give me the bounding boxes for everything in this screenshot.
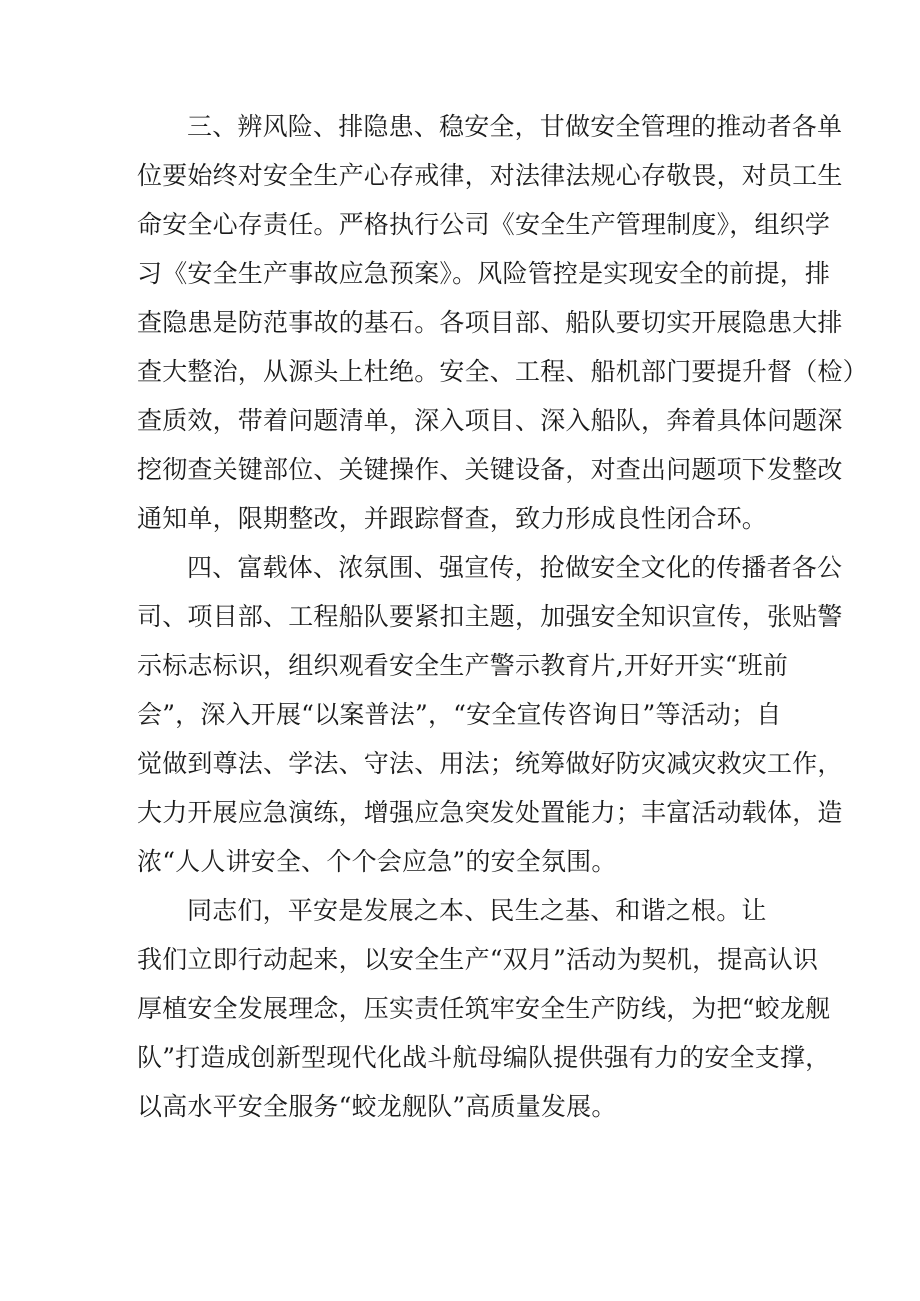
paragraph-line: 通知单，限期整改，并跟踪督查，致力形成良性闭合环。 <box>137 504 768 533</box>
paragraph-line: 挖彻查关键部位、关键操作、关键设备，对查出问题项下发整改 <box>137 455 843 484</box>
paragraph-line: 以高水平安全服务“蛟龙舰队”高质量发展。 <box>137 1092 617 1121</box>
paragraph-line: 我们立即行动起来，以安全生产“双月”活动为契机，提高认识 <box>137 945 819 974</box>
paragraph-line: 司、项目部、工程船队要紧扣主题，加强安全知识宣传，张贴警 <box>137 602 843 631</box>
paragraph-line: 会”，深入开展“以案普法”，“安全宣传咨询日”等活动；自 <box>137 700 782 729</box>
paragraph-line: 位要始终对安全生产心存戒律，对法律法规心存敬畏，对员工生 <box>137 161 843 190</box>
paragraph-line: 大力开展应急演练，增强应急突发处置能力；丰富活动载体，造 <box>137 798 843 827</box>
paragraph-line: 队”打造成创新型现代化战斗航母编队提供强有力的安全支撑， <box>137 1043 831 1072</box>
paragraph-line: 查大整治，从源头上杜绝。安全、工程、船机部门要提升督（检） <box>137 357 868 386</box>
paragraph-line: 觉做到尊法、学法、守法、用法；统筹做好防灾减灾救灾工作， <box>137 749 843 778</box>
paragraph-line: 浓“人人讲安全、个个会应急”的安全氛围。 <box>137 847 617 876</box>
paragraph-line: 同志们，平安是发展之本、民生之基、和谐之根。让 <box>187 896 767 925</box>
paragraph-line: 厚植安全发展理念，压实责任筑牢安全生产防线，为把“蛟龙舰 <box>137 994 831 1023</box>
paragraph-line: 查隐患是防范事故的基石。各项目部、船队要切实开展隐患大排 <box>137 308 843 337</box>
paragraph-line: 命安全心存责任。严格执行公司《安全生产管理制度》，组织学 <box>137 210 831 239</box>
paragraph-line: 查质效，带着问题清单，深入项目、深入船队，奔着具体问题深 <box>137 406 843 435</box>
paragraph-line: 习《安全生产事故应急预案》。风险管控是实现安全的前提，排 <box>137 259 831 288</box>
paragraph-line: 示标志标识，组织观看安全生产警示教育片,开好开实“班前 <box>137 651 789 680</box>
paragraph-line: 三、辨风险、排隐患、稳安全，甘做安全管理的推动者各单 <box>187 112 843 141</box>
paragraph-line: 四、富载体、浓氛围、强宣传，抢做安全文化的传播者各公 <box>187 553 843 582</box>
